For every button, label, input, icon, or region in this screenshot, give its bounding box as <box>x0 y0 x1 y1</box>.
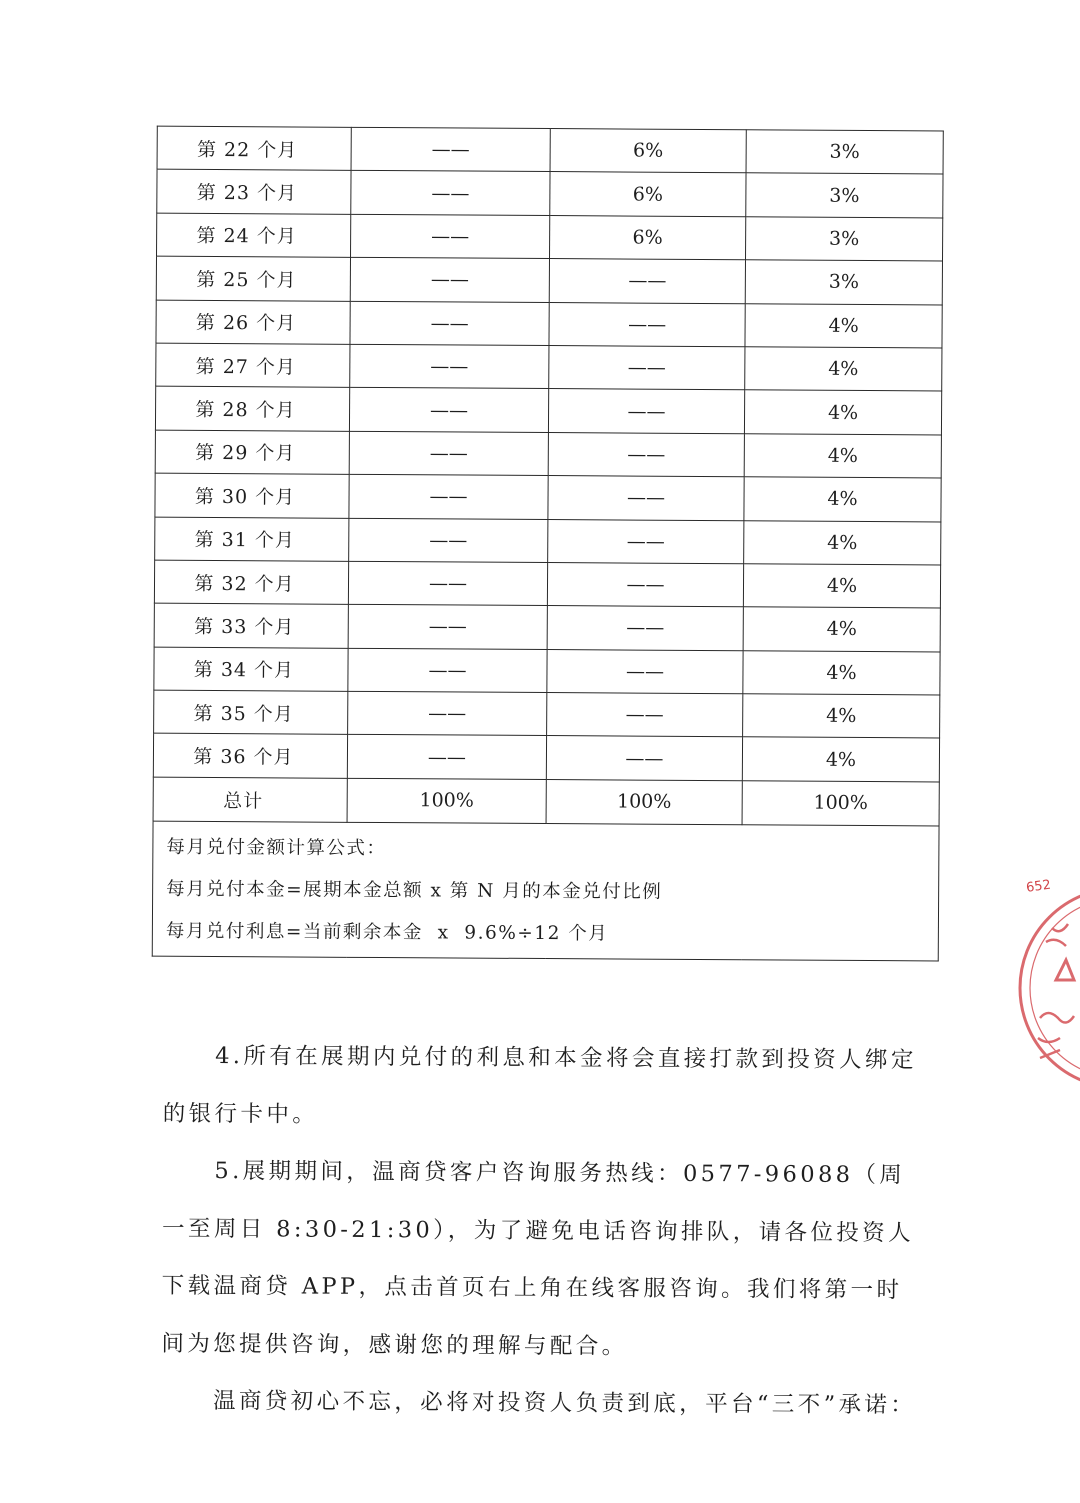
seal-star-icon <box>1056 960 1074 980</box>
table-row <box>157 213 943 261</box>
table-row <box>154 647 940 695</box>
ratio-cell: —— <box>546 736 742 781</box>
month-cell: 第 33 个月 <box>154 603 348 648</box>
ratio-cell: 6% <box>550 172 746 217</box>
ratio-cell: —— <box>350 301 549 346</box>
formula-title: 每月兑付金额计算公式： <box>166 836 387 859</box>
paragraph-4: 4.所有在展期内兑付的利息和本金将会直接打款到投资人绑定的银行卡中。 <box>162 1043 917 1128</box>
ratio-cell: —— <box>549 302 745 347</box>
ratio-cell: —— <box>548 476 744 521</box>
ratio-cell: —— <box>348 691 547 736</box>
ratio-cell: 4% <box>745 347 942 392</box>
ratio-cell: 4% <box>743 694 940 739</box>
ratio-cell: 4% <box>744 433 941 478</box>
table-row <box>156 300 942 348</box>
ratio-cell: 4% <box>744 390 941 435</box>
ratio-cell: —— <box>548 389 744 434</box>
formula-principal: 每月兑付本金=展期本金总额 x 第 N 月的本金兑付比例 <box>166 878 663 903</box>
table-row <box>157 170 943 218</box>
ratio-cell: —— <box>549 346 745 391</box>
month-cell: 第 26 个月 <box>156 300 350 345</box>
ratio-cell: 4% <box>743 650 940 695</box>
month-cell: 第 35 个月 <box>154 690 348 735</box>
ratio-cell: —— <box>548 519 744 564</box>
ratio-cell: 4% <box>744 477 941 522</box>
total-cell: 100% <box>546 779 742 824</box>
ratio-cell: —— <box>547 649 743 694</box>
ratio-cell: 4% <box>742 737 939 782</box>
ratio-cell: —— <box>350 258 549 303</box>
table-row <box>156 256 942 304</box>
ratio-cell: —— <box>348 605 547 650</box>
table-row <box>154 603 940 651</box>
month-cell: 第 27 个月 <box>156 343 350 388</box>
ratio-cell: —— <box>348 561 547 606</box>
ratio-cell: —— <box>549 259 745 304</box>
repayment-schedule-table <box>152 126 944 962</box>
month-cell: 第 29 个月 <box>155 430 349 475</box>
table-row <box>154 560 940 608</box>
ratio-cell: 6% <box>550 215 746 260</box>
formula-interest: 每月兑付利息=当前剩余本金 x 9.6%÷12 个月 <box>165 920 609 945</box>
month-cell: 第 24 个月 <box>157 213 351 258</box>
ratio-cell: —— <box>547 562 743 607</box>
seal-number: 652 <box>1025 877 1052 896</box>
month-cell: 第 25 个月 <box>156 256 350 301</box>
formula-row <box>152 821 939 961</box>
company-seal <box>1010 868 1080 1088</box>
month-cell: 第 32 个月 <box>154 560 348 605</box>
table-row <box>155 430 941 478</box>
ratio-cell: 3% <box>745 260 942 305</box>
ratio-cell: —— <box>348 648 547 693</box>
ratio-cell: 4% <box>744 520 941 565</box>
month-cell: 第 36 个月 <box>153 734 347 779</box>
paragraph-5: 5.展期期间，温商贷客户咨询服务热线：0577-96088（周一至周日 8:30-21:30），为了避免电话咨询排队，请各位投资人下载温商贷 APP，点击首页右上角在线客服咨询。我们将第一时间为您提供咨询，感谢您的理解与配合。 <box>161 1158 915 1360</box>
ratio-cell: 3% <box>746 130 943 175</box>
ratio-cell: 4% <box>743 607 940 652</box>
table-row <box>155 473 941 521</box>
ratio-cell: 3% <box>745 217 942 262</box>
ratio-cell: —— <box>548 432 744 477</box>
total-cell: 100% <box>742 781 939 826</box>
ratio-cell: —— <box>349 431 548 476</box>
ratio-cell: —— <box>547 606 743 651</box>
ratio-cell: 6% <box>550 129 746 174</box>
month-cell: 第 22 个月 <box>157 126 351 171</box>
month-cell: 第 34 个月 <box>154 647 348 692</box>
table-row <box>155 386 941 434</box>
ratio-cell: —— <box>349 518 548 563</box>
seal-ring <box>1020 888 1080 1088</box>
month-cell: 第 23 个月 <box>157 170 351 215</box>
ratio-cell: —— <box>547 693 743 738</box>
ratio-cell: —— <box>351 214 550 259</box>
ratio-cell: —— <box>347 735 546 780</box>
ratio-cell: —— <box>349 474 548 519</box>
table-row <box>153 734 939 782</box>
total-cell: 100% <box>347 778 546 823</box>
paragraph-commitment: 温商贷初心不忘，必将对投资人负责到底，平台“三不”承诺： <box>212 1388 917 1419</box>
table-row <box>156 343 942 391</box>
ratio-cell: —— <box>350 344 549 389</box>
month-cell: 第 30 个月 <box>155 473 349 518</box>
ratio-cell: 4% <box>745 303 942 348</box>
table-row <box>154 690 940 738</box>
ratio-cell: —— <box>349 388 548 433</box>
table-row <box>157 126 943 174</box>
schedule-body <box>153 126 943 782</box>
total-label: 总计 <box>153 777 347 822</box>
formula-cell <box>152 821 939 961</box>
ratio-cell: —— <box>351 171 550 216</box>
month-cell: 第 28 个月 <box>155 386 349 431</box>
table-row <box>155 517 941 565</box>
total-row <box>153 777 939 826</box>
seal-text-strokes <box>1038 924 1074 1058</box>
ratio-cell: 3% <box>746 173 943 218</box>
month-cell: 第 31 个月 <box>155 517 349 562</box>
ratio-cell: —— <box>351 127 550 172</box>
ratio-cell: 4% <box>743 564 940 609</box>
